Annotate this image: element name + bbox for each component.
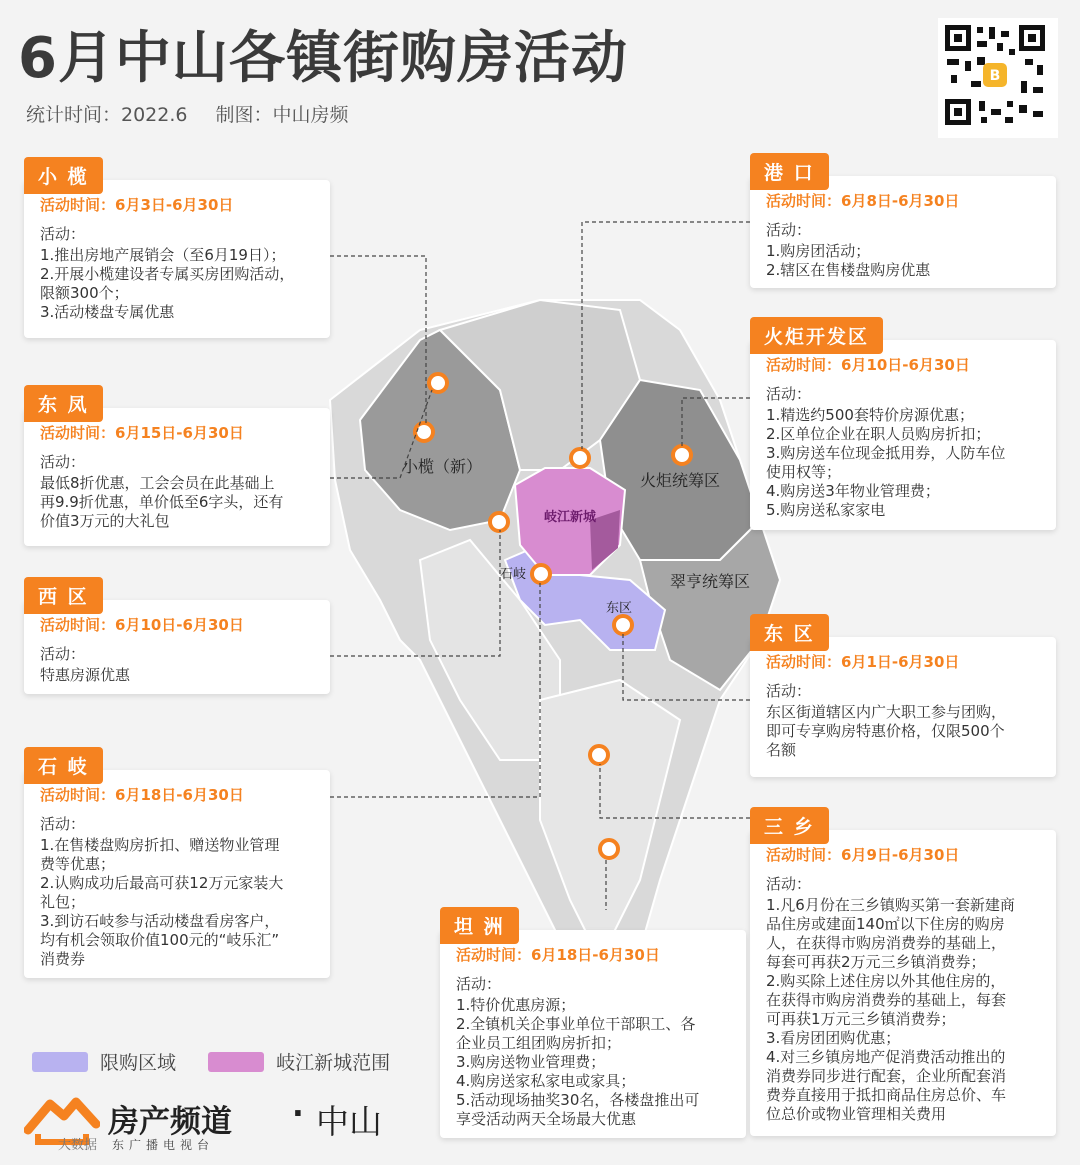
marker-shiqi: [532, 565, 550, 583]
card-item: 限额300个；: [40, 284, 129, 302]
card-item: 2.开展小榄建设者专属买房团购活动，: [40, 265, 295, 283]
card-time: 活动时间：6月3日-6月30日: [40, 196, 234, 214]
card-huoju: [750, 340, 1056, 530]
marker-dongfeng: [429, 374, 447, 392]
tag-shiqi: 石 岐: [24, 747, 103, 784]
card-item: 1.凡6月份在三乡镇购买第一套新建商: [766, 896, 1015, 914]
tag-xiqu: 西 区: [24, 577, 103, 614]
map-region-huoju: [600, 380, 760, 560]
card-item: 品住房或建面140㎡以下住房的购房: [766, 915, 1005, 933]
brand-dot: ·: [292, 1096, 304, 1132]
tag-xiaolan: 小 榄: [24, 157, 103, 194]
svg-text:B: B: [989, 68, 1001, 84]
card-item: 位总价或物业管理相关费用: [766, 1105, 947, 1123]
card-label: 活动：: [40, 225, 86, 243]
brand-name: 房产频道: [108, 1104, 232, 1140]
card-item: 1.特价优惠房源；: [456, 996, 576, 1014]
card-time: 活动时间：6月18日-6月30日: [456, 946, 660, 964]
card-time: 活动时间：6月10日-6月30日: [766, 356, 970, 374]
card-dongqu: [750, 637, 1056, 777]
brand-small: 大数据: [58, 1138, 98, 1153]
card-item: 费券直接用于抵扣商品住房总价、车: [766, 1086, 1007, 1104]
brand-city: 中山: [316, 1102, 382, 1141]
card-item: 价值3万元的大礼包: [40, 512, 170, 530]
label-dongqu: 东区: [606, 601, 633, 616]
legend-limit-swatch: [32, 1052, 88, 1072]
card-item: 费等优惠；: [40, 855, 116, 873]
marker-xiqu: [490, 513, 508, 531]
card-shiqi: [24, 770, 330, 978]
card-item: 1.在售楼盘购房折扣、赠送物业管理: [40, 836, 280, 854]
card-sanxiang: [750, 830, 1056, 1136]
brand-sub: 东广播电视台: [112, 1138, 215, 1152]
legend-limit: [32, 1048, 176, 1075]
card-label: 活动：: [40, 453, 86, 471]
card-item: 使用权等；: [766, 463, 842, 481]
tag-tanzhou: 坦 洲: [440, 907, 519, 944]
card-item: 消费券同步进行配套，企业所配套消: [766, 1067, 1007, 1085]
card-label: 活动：: [40, 815, 86, 833]
card-time: 活动时间：6月8日-6月30日: [766, 192, 960, 210]
card-item: 每套可再获2万元三乡镇消费券；: [766, 953, 986, 971]
marker-xiaolan: [415, 423, 433, 441]
card-item: 3.到访石岐参与活动楼盘看房客户，: [40, 912, 280, 930]
stat-time: 统计时间：2022.6: [26, 104, 188, 126]
card-xiaolan: [24, 180, 330, 338]
legend-qijiang-swatch: [208, 1052, 264, 1072]
card-item: 人，在获得市购房消费券的基础上，: [766, 934, 1007, 952]
page-title: 6月中山各镇街购房活动: [18, 26, 628, 91]
card-time: 活动时间：6月10日-6月30日: [40, 616, 244, 634]
card-item: 2.全镇机关企事业单位干部职工、各: [456, 1015, 696, 1033]
card-item: 1.精选约500套特价房源优惠；: [766, 406, 974, 424]
tag-dongfeng: 东 凤: [24, 385, 103, 422]
card-item: 5.活动现场抽奖30名，各楼盘推出可: [456, 1091, 700, 1109]
card-item: 在获得市购房消费券的基础上，每套: [766, 991, 1007, 1009]
card-item: 2.认购成功后最高可获12万元家装大: [40, 874, 284, 892]
card-item: 2.购买除上述住房以外其他住房的，: [766, 972, 1006, 990]
card-item: 1.购房团活动；: [766, 242, 871, 260]
card-item: 企业员工组团购房折扣；: [456, 1034, 622, 1052]
card-time: 活动时间：6月15日-6月30日: [40, 424, 244, 442]
card-time: 活动时间：6月18日-6月30日: [40, 786, 244, 804]
marker-gangkou: [571, 449, 589, 467]
card-item: 享受活动两天全场最大优惠: [456, 1110, 637, 1128]
label-cuiheng: 翠亨统筹区: [670, 572, 751, 591]
label-qijiang: 岐江新城: [544, 510, 597, 525]
card-dongfeng: [24, 408, 330, 546]
card-item: 礼包；: [40, 893, 86, 911]
card-item: 最低8折优惠，工会会员在此基础上: [40, 474, 275, 492]
card-item: 3.活动楼盘专属优惠: [40, 303, 175, 321]
card-item: 4.购房送3年物业管理费；: [766, 482, 940, 500]
card-gangkou: [750, 176, 1056, 288]
card-item: 4.对三乡镇房地产促消费活动推出的: [766, 1048, 1006, 1066]
card-time: 活动时间：6月9日-6月30日: [766, 846, 960, 864]
card-item: 可再获1万元三乡镇消费券；: [766, 1010, 956, 1028]
marker-tanzhou: [600, 840, 618, 858]
label-shiqi: 石岐: [500, 567, 527, 582]
card-label: 活动：: [766, 682, 812, 700]
card-label: 活动：: [766, 221, 812, 239]
card-item: 5.购房送私家家电: [766, 501, 886, 519]
made-by: 制图：中山房频: [215, 104, 349, 126]
legend: [32, 1048, 416, 1077]
card-label: 活动：: [456, 975, 502, 993]
card-item: 3.购房送车位现金抵用券，人防车位: [766, 444, 1006, 462]
card-item: 均有机会领取价值100元的“岐乐汇”: [40, 931, 280, 949]
card-item: 2.辖区在售楼盘购房优惠: [766, 261, 931, 279]
card-tanzhou: [440, 930, 746, 1138]
card-item: 4.购房送家私家电或家具；: [456, 1072, 636, 1090]
label-huoju: 火炬统筹区: [640, 471, 721, 490]
card-item: 即可专享购房特惠价格，仅限500个: [766, 722, 1005, 740]
tag-huoju: 火炬开发区: [750, 317, 883, 354]
card-label: 活动：: [766, 385, 812, 403]
card-time: 活动时间：6月1日-6月30日: [766, 653, 960, 671]
card-item: 消费券: [40, 950, 86, 968]
card-xiqu: [24, 600, 330, 694]
card-item: 3.购房送物业管理费；: [456, 1053, 606, 1071]
card-item: 东区街道辖区内广大职工参与团购，: [766, 703, 1007, 721]
card-item: 再9.9折优惠，单价低至6字头，还有: [40, 493, 284, 511]
label-xiaolan: 小榄（新）: [402, 457, 483, 476]
card-label: 活动：: [766, 875, 812, 893]
card-item: 2.区单位企业在职人员购房折扣；: [766, 425, 991, 443]
card-item: 1.推出房地产展销会（至6月19日）；: [40, 246, 286, 264]
card-item: 3.看房团团购优惠；: [766, 1029, 901, 1047]
tag-sanxiang: 三 乡: [750, 807, 829, 844]
card-item: 名额: [766, 741, 797, 759]
legend-qijiang: [208, 1048, 390, 1075]
marker-huoju: [673, 446, 691, 464]
legend-limit-label: 限购区域: [100, 1052, 177, 1074]
card-label: 活动：: [40, 645, 86, 663]
tag-gangkou: 港 口: [750, 153, 829, 190]
marker-dongqu: [614, 616, 632, 634]
tag-dongqu: 东 区: [750, 614, 829, 651]
marker-sanxiang: [590, 746, 608, 764]
legend-qijiang-label: 岐江新城范围: [276, 1052, 391, 1074]
card-item: 特惠房源优惠: [40, 666, 131, 684]
